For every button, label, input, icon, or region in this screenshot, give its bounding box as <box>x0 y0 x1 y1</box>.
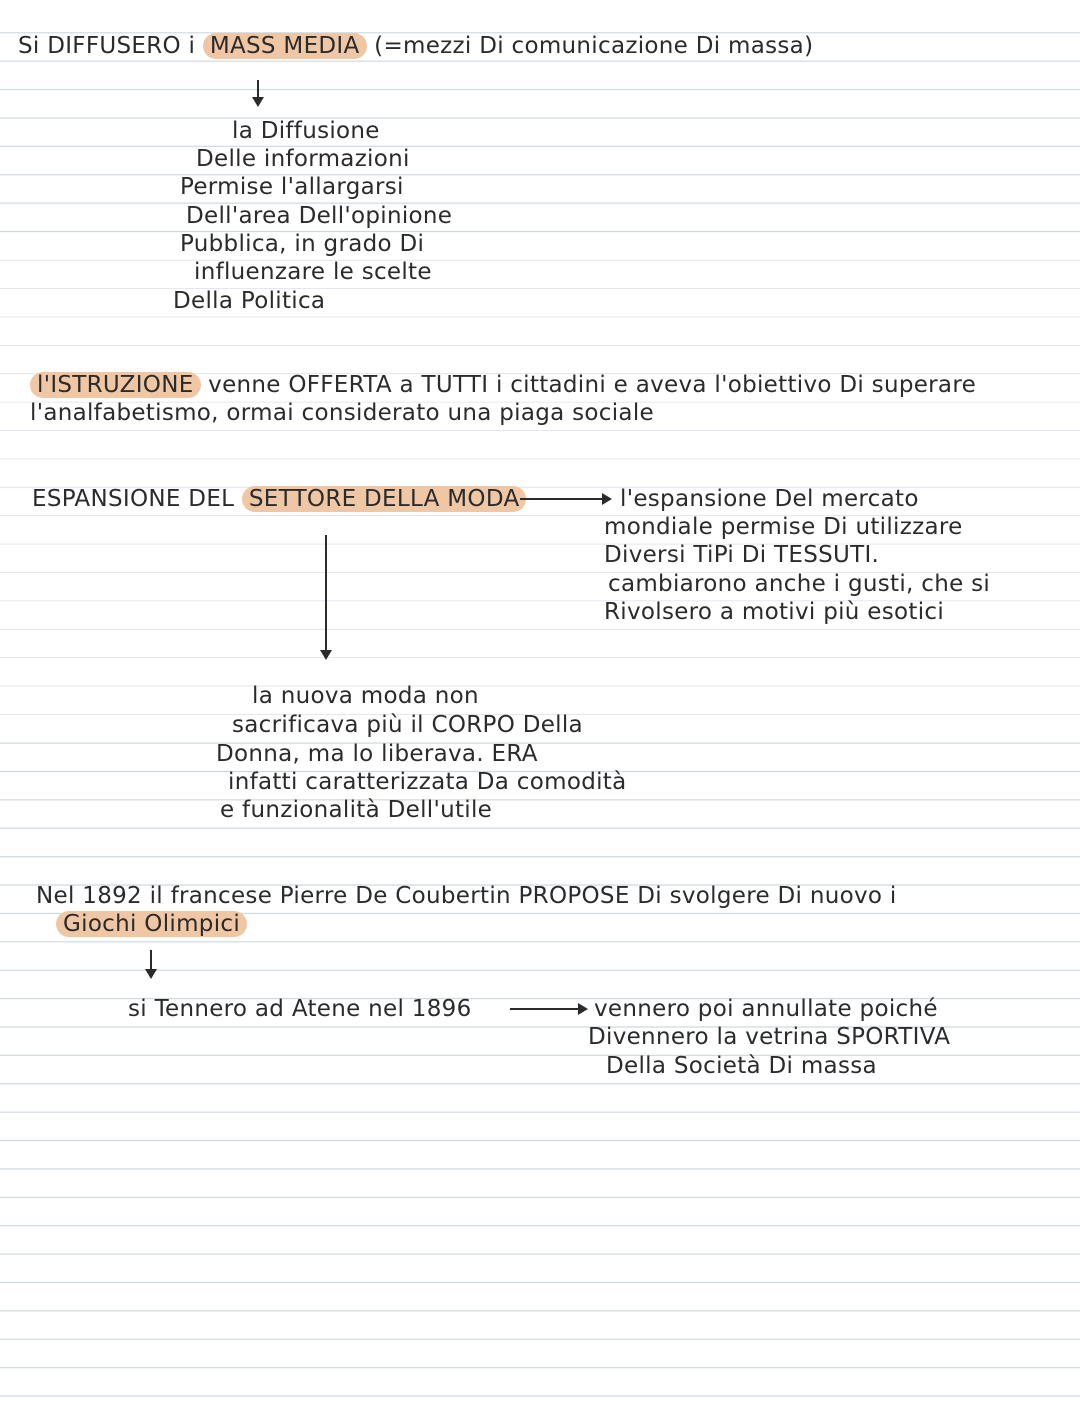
mass-media-detail-line: Dell'area Dell'opinione <box>186 203 453 229</box>
moda-below-line: sacrificava più il CORPO Della <box>232 712 583 738</box>
mass-media-prefix: Si DIFFUSERO i <box>18 33 196 59</box>
istruzione-highlight: l'ISTRUZIONE <box>30 372 201 398</box>
arrow-right-icon <box>510 1008 586 1010</box>
olimpici-line-1: Nel 1892 il francese Pierre De Coubertin PROPOSE Di svolgere Di nuovo i <box>36 883 897 909</box>
moda-right-line: mondiale permise Di utilizzare <box>604 514 963 540</box>
moda-line <box>32 485 526 513</box>
arrow-down-icon <box>150 950 152 976</box>
moda-right-line: Diversi TiPi Di TESSUTI. <box>604 542 880 568</box>
mass-media-detail-line: Permise l'allargarsi <box>180 174 404 200</box>
moda-below-line: Donna, ma lo liberava. ERA <box>216 741 538 767</box>
moda-highlight: SETTORE DELLA MODA <box>242 486 527 512</box>
olimpici-right-line: Divennero la vetrina SPORTIVA <box>588 1024 951 1050</box>
istruzione-line-2: l'analfabetismo, ormai considerato una piaga sociale <box>30 400 654 426</box>
olimpici-right-line: Della Società Di massa <box>606 1053 877 1079</box>
istruzione-line <box>30 371 976 399</box>
mass-media-detail-line: la Diffusione <box>232 118 380 144</box>
moda-right-line: cambiarono anche i gusti, che si <box>608 571 991 597</box>
mass-media-detail-line: Pubblica, in grado Di <box>180 231 425 257</box>
moda-below-line: e funzionalità Dell'utile <box>220 797 493 823</box>
moda-prefix: ESPANSIONE DEL <box>32 486 235 512</box>
istruzione-suffix: venne OFFERTA a TUTTI i cittadini e aveva l'obiettivo Di superare <box>208 372 977 398</box>
moda-below-line: infatti caratterizzata Da comodità <box>228 769 627 795</box>
mass-media-detail-line: Della Politica <box>173 288 326 314</box>
mass-media-highlight: MASS MEDIA <box>203 33 367 59</box>
mass-media-detail-line: influenzare le scelte <box>194 259 432 285</box>
olimpici-line-2 <box>56 910 247 938</box>
mass-media-detail-line: Delle informazioni <box>196 146 410 172</box>
mass-media-suffix: (=mezzi Di comunicazione Di massa) <box>374 33 814 59</box>
moda-below-line: la nuova moda non <box>252 683 479 709</box>
arrow-right-icon <box>520 498 610 500</box>
olimpici-event: si Tennero ad Atene nel 1896 <box>128 996 472 1022</box>
moda-right-line: Rivolsero a motivi più esotici <box>604 599 945 625</box>
mass-media-line <box>18 32 813 60</box>
moda-right-line: l'espansione Del mercato <box>620 486 919 512</box>
arrow-down-icon <box>257 80 259 104</box>
arrow-down-icon <box>325 535 327 657</box>
olimpici-right-line: vennero poi annullate poiché <box>594 996 938 1022</box>
olimpici-highlight: Giochi Olimpici <box>56 911 247 937</box>
